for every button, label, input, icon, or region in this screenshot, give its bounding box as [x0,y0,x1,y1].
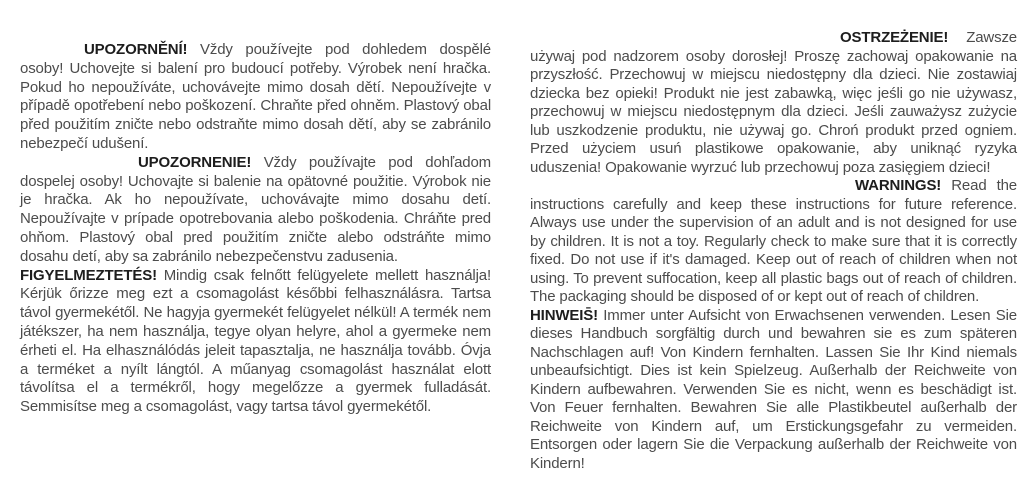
warning-paragraph-english [530,177,1017,307]
warning-paragraph-slovak [20,154,491,267]
warning-heading-czech: UPOZORNĚNÍ! [84,41,188,58]
left-column [20,41,491,417]
warning-heading-polish: OSTRZEŻENIE! [840,29,949,46]
right-column [530,29,1017,473]
warning-body-german: Immer unter Aufsicht von Erwachsenen verwenden. Lesen Sie dieses Handbuch sorgfältig durch und bewahren sie es zum späteren Nachschlagen auf! Von Kindern fernhalten. Lassen Sie Ihr Kind niemals unbeaufsichtigt. Dies ist kein Spielzeug. Außerhalb der Reichweite von Kindern aufbewahren. Verwenden Sie es nicht, wenn es beschädigt ist. Von Feuer fernhalten. Bewahren Sie alle Plastikbeutel außerhalb der Reichweite von Kindern auf, um Erstickungsgefahr zu vermeiden. Entsorgen oder lagern Sie die Verpackung außerhalb der Reichweite von Kindern! [530,306,1017,472]
warning-heading-german: HINWEIS̄! [530,306,598,324]
warning-heading-hungarian: FIGYELMEZTETÉS! [20,266,157,284]
warning-body-hungarian: Mindig csak felnőtt felügyelete mellett használja! Kérjük őrizze meg ezt a csomagolást későbbi felhasználásra. Tartsa távol gyermekétől. Ne hagyja gyermekét felügyelet nélkül! A termék nem játékszer, ha nem használja, tegye olyan helyre, ahol a gyermeke nem érheti el. Ha elhasználódás jeleit tapasztalja, ne használja tovább. Óvja a terméket a nyílt lángtól. A műanyag csomagolást használat elott távolítsa el a termékről, hogy megelőzze a gyermek fulladását. Semmisítse meg a csomagolást, vagy tartsa távol gyermekétől. [20,266,491,416]
warning-heading-slovak: UPOZORNENIE! [138,153,252,171]
warning-paragraph-polish [530,29,1017,177]
warning-paragraph-hungarian [20,267,491,417]
warning-paragraph-german [530,307,1017,474]
warning-body-english: Read the instructions carefully and keep these instructions for future reference. Always use under the supervision of an adult and is not designed for use by children. It is not a toy. Regularly check to make sure that it is correctly fixed. Do not use if it's damaged. Keep out of reach of children when not using. To prevent suffocation, keep all plastic bags out of reach of children. The packaging should be disposed of or kept out of reach of children. [530,177,1017,305]
warning-body-polish: Zawsze używaj pod nadzorem osoby dorosłej! Proszę zachowaj opakowanie na przyszłość. Przechowuj w miejscu niedostępny dla dzieci. Nie zostawiaj dziecka bez opieki! Produkt nie jest zabawką, więc jeśli go nie używasz, przechowuj w miejscu niedostępnym dla dzieci. Jeśli zauważysz zużycie lub uszkodzenie produktu, nie używaj go. Chroń produkt przed ogniem. Przed użyciem usuń plastikowe opakowanie, aby uniknąć ryzyka uduszenia! Opakowanie wyrzuć lub przechowuj poza zasięgiem dzieci! [530,29,1017,176]
warning-body-czech: Vždy používejte pod dohledem dospělé osoby! Uchovejte si balení pro budoucí potřeby. Výrobek není hračka. Pokud ho nepoužíváte, uchovávejte mimo dosah dětí. Nepoužívejte v případě opotřebení nebo poškození. Chraňte před ohněm. Plastový obal před použitím zničte nebo odstraňte mimo dosah dětí, aby se zabránilo nebezpečí udušení. [20,41,491,152]
warning-body-slovak: Vždy používajte pod dohľadom dospelej osoby! Uchovajte si balenie na opätovné použitie. Výrobok nie je hračka. Ak ho nepoužívate, uchovávajte mimo dosahu detí. Nepoužívajte v prípade opotrebovania alebo poškodenia. Chráňte pred ohňom. Plastový obal pred použitím zničte alebo odstráňte mimo dosahu detí, aby sa zabránilo nebezpečenstvu zadusenia. [20,153,491,265]
warning-heading-english: WARNINGS! [855,177,942,194]
warning-paragraph-czech [20,41,491,154]
